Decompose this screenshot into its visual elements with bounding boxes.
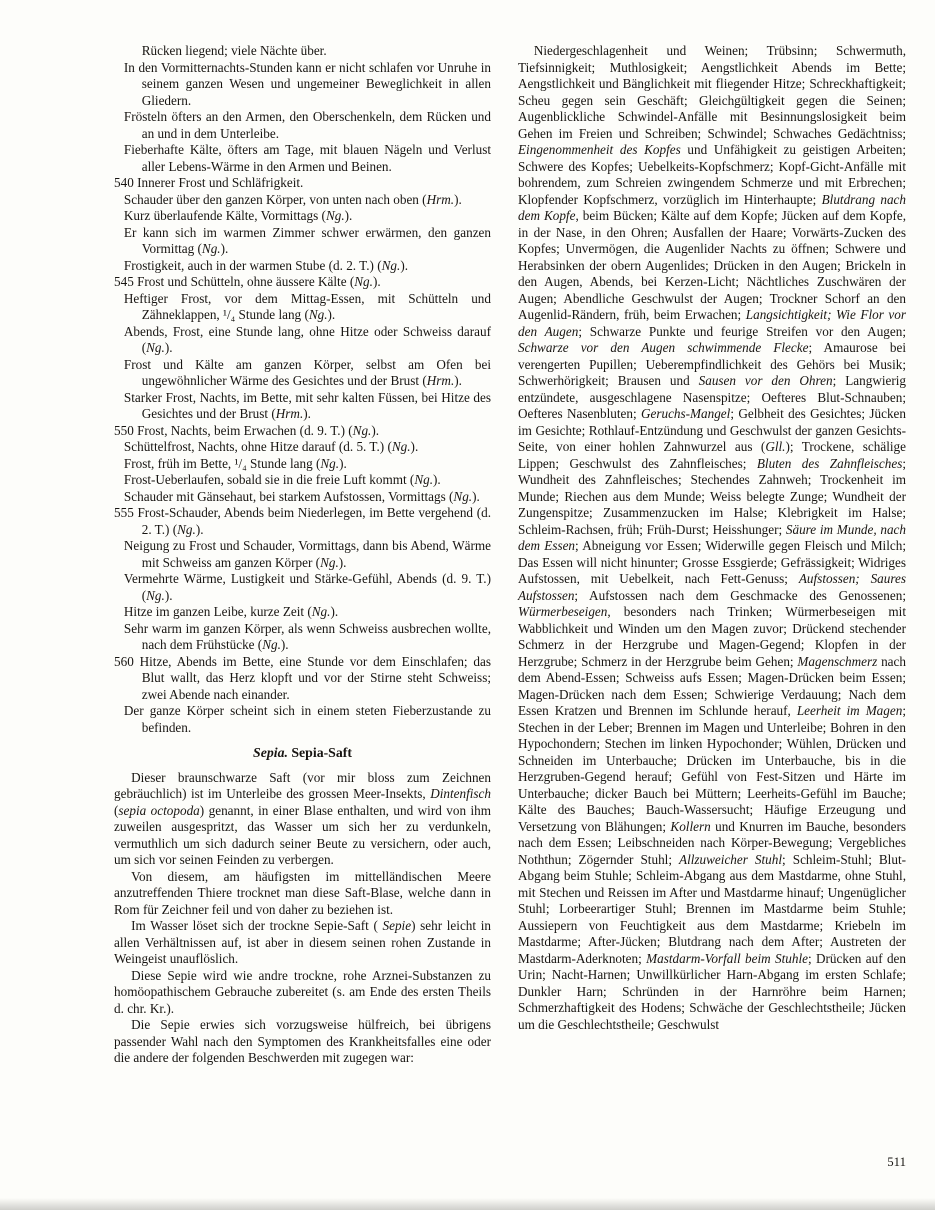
symptom-item: Sehr warm im ganzen Körper, als wenn Schweiss ausbrechen wollte, nach dem Frühstücke (Ng.). [123, 620, 491, 652]
symptom-item-numbered: 560 Hitze, Abends im Bette, eine Stunde vor dem Einschlafen; das Blut wallt, das Herz klopft und vor der Stirne steht Schweiss; zwei Abende nach einander. [114, 653, 491, 702]
italic-text: Leerheit im Magen [796, 703, 903, 718]
italic-text: Ng. [325, 208, 345, 223]
italic-text: Würmerbeseigen [518, 604, 608, 619]
italic-text: Ng. [453, 488, 473, 504]
symptom-item: In den Vormitternachts-Stunden kann er nicht schlafen vor Unruhe in seinem ganzen Wesen und ungemeiner Beweglichkeit in allen Gliedern. [123, 59, 491, 108]
styled-text: Sepia-Saft [287, 745, 352, 760]
symptom-item: Schauder mit Gänsehaut, bei starkem Aufstossen, Vormittags (Ng.). [123, 488, 480, 504]
italic-text: Hrm. [426, 191, 455, 207]
italic-text: Kollern [670, 818, 711, 834]
italic-text: Dintenfisch [430, 786, 491, 801]
symptom-item: Der ganze Körper scheint sich in einem steten Fieberzustande zu befinden. [123, 703, 491, 735]
italic-text: Aufstossen; Saures Aufstossen [518, 571, 906, 603]
page-number: 511 [887, 1155, 906, 1169]
italic-text: Blutdrang nach dem Kopfe [518, 191, 906, 223]
symptom-item: Abends, Frost, eine Stunde lang, ohne Hitze oder Schweiss darauf (Ng.). [123, 323, 491, 355]
italic-text: Magenschmerz [797, 653, 878, 669]
italic-text: Säure im Munde, nach dem Essen [518, 521, 906, 553]
italic-text: Ng. [146, 587, 165, 603]
symptom-body-text: Niedergeschlagenheit und Weinen; Trübsinn; Schwermuth, Tiefsinnigkeit; Muthlosigkeit; Aengstlichkeit Abends im Bette; Aengstlichkeit und Bänglichkeit mit fliegender Hitze; Schreckhaftigkeit; Scheu gegen sein Geschäft; Gleichgültigkeit gegen die Seinen; Augenblickliche Schwindel-Anfälle mit Besinnungslosigkeit beim Gehen im Freien und Schreiben; Schwindel; Schwaches Gedächtniss; Eingenommenheit des Kopfes und Unfähigkeit zu geistigen Arbeiten; Schwere des Kopfes; Uebelkeits-Kopfschmerz; Kopf-Gicht-Anfälle mit bohrendem, zum Schreien zwingendem Schmerze und mit Erbrechen; Klopfender Kopfschmerz, vorzüglich im Hinterhaupte; Blutdrang nach dem Kopfe, beim Bücken; Kälte auf dem Kopfe; Jücken auf dem Kopfe, in der Nase, in den Ohren; Ausfallen der Haare; Vorwärts-Zucken des Kopfes; Unvermögen, die Augenlider Nachts zu öffnen; Schwere und Herabsinken der obern Augenlides; Drücken in den Augen; Brickeln in den Augen, Abends, bei Kerzen-Licht; Nächtliches Zuschwären der Augen; Abendliche Geschwulst der Augen; Trockner Schorf an den Augenlid-Rändern, früh, beim Erwachen; Langsichtigkeit; Wie Flor vor den Augen; Schwarze Punkte und feurige Streifen vor den Augen; Schwarze vor den Augen schwimmende Flecke; Amaurose bei verengerten Pupillen; Ueberempfindlichkeit des Gehörs bei Musik; Schwerhörigkeit; Brausen und Sausen vor den Ohren; Langwierig entzündete, ausgeschlagene Nasenspitze; Oefteres Blut-Schnauben; Oefteres Nasenbluten; Geruchs-Mangel; Gelbheit des Gesichtes; Jücken im Gesichte; Rothlauf-Entzündung und Geschwulst der ganzen Gesichts-Seite, von einer hohlen Zahnwurzel aus (Gll.); Trockene, schälige Lippen; Geschwulst des Zahnfleisches; Bluten des Zahnfleisches; Wundheit des Zahnfleisches; Stechendes Zahnweh; Trockenheit im Munde; Riechen aus dem Munde; Weiss belegte Zunge; Wundheit der Zungenspitze; Zusammenzucken im Halse; Klebrigkeit im Halse; Schleim-Rachsen, früh; Früh-Durst; Heisshunger; Säure im Munde, nach dem Essen; Abneigung vor Essen; Widerwille gegen Fleisch und Milch; Das Essen will nicht hinunter; Grosse Essgierde; Gefrässigkeit; Widriges Aufstossen, mit Uebelkeit, nach Fett-Genuss; Aufstossen; Saures Aufstossen; Aufstossen nach dem Geschmacke des Genossenen; Würmerbeseigen, besonders nach Trinken; Würmerbeseigen mit Wabblichkeit und Winden um den Magen zuvor; Drückend stechender Schmerz in der Herzgrube und Magen-Gegend; Klopfen in der Herzgrube; Schmerz in der Herzgrube beim Gehen; Magenschmerz nach dem Abend-Essen; Schweiss aufs Essen; Magen-Drücken beim Essen; Magen-Drücken nach dem Essen; Schwierige Verdauung; Nach dem Essen Kratzen und Brennen im Schlunde herauf, Leerheit im Magen; Stechen in der Leber; Brennen im Magen und Unterleibe; Bohren in den Hypochondern; Stechen im linken Hypochonder; Wühlen, Drücken und Schneiden im Unterbauche; Drücken im Unterbauche, bis in die Herzgruben-Gegend herauf; Gefühl von Fest-Sitzen und Härte im Unterbauche; dicker Bauch bei Müttern; Leerheits-Gefühl im Bauche; Kälte des Bauches; Bauch-Wassersucht; Häufige Erzeugung und Versetzung von Blähungen; Kollern und Knurren im Bauche, besonders nach dem Essen; Leibschneiden nach Körper-Bewegung; Vergebliches Noththun; Zögernder Stuhl; Allzuweicher Stuhl; Schleim-Stuhl; Blut-Abgang beim Stuhle; Schleim-Abgang aus dem Mastdarme, ohne Stuhl, mit Stechen und Reissen im After und Mastdarme hinauf; Ungenüglicher Stuhl; Lorbeerartiger Stuhl; Brennen im Mastdarme beim Stuhle; Aussiepern von Feuchtigkeit aus dem Mastdarme; Kriebeln im Mastdarme; After-Jücken; Blutdrang nach dem After; Austreten der Mastdarm-Aderknoten; Mastdarm-Vorfall beim Stuhle; Drücken auf den Urin; Nacht-Harnen; Unwillkürlicher Harn-Abgang im ersten Schlafe; Dunkler Harn; Schründen in der Harnröhre beim Harnen; Schmerzhaftigkeit des Hodens; Schwäche der Geschlechtstheile; Jücken um die Geschlechtstheile; Geschwulst [518, 43, 907, 1032]
paragraph: Die Sepie erwies sich vorzugsweise hülfreich, bei übrigens passender Wahl nach den Symptomen des Krankheitsfalles eine oder die andere der folgenden Beschwerden mit zugegen war: [114, 1017, 491, 1065]
italic-text: Gll. [765, 439, 786, 454]
symptom-item-numbered: 540 Innerer Frost und Schläfrigkeit. [114, 175, 304, 190]
symptom-item: Kurz überlaufende Kälte, Vormittags (Ng.). [123, 208, 353, 223]
italic-text: Ng. [262, 637, 281, 652]
symptom-item: Er kann sich im warmen Zimmer schwer erwärmen, den ganzen Vormittag (Ng.). [123, 224, 491, 256]
symptom-item: Frostigkeit, auch in der warmen Stube (d. 2. T.) (Ng.). [123, 257, 409, 273]
italic-text: Ng. [177, 521, 196, 537]
italic-text: Geruchs-Mangel [640, 406, 731, 421]
paragraph: Dieser braunschwarze Saft (vor mir bloss zum Zeichnen gebräuchlich) ist im Unterleibe des grossen Meer-Insekts, Dintenfisch (sepia octopoda) genannt, in einer Blase enthalten, und wird von ihm zuweilen ausgespritzt, das Wasser um sich her zu verdunkeln, vermuthlich um sich dadurch seiner Beute zu versichern, oder auch, um sich vor seinen Feinden zu verbergen. [114, 769, 492, 867]
symptom-item: Schauder über den ganzen Körper, von unten nach oben (Hrm.). [123, 191, 462, 207]
italic-text: Sausen vor den Ohren [698, 373, 833, 388]
italic-text: Schwarze vor den Augen schwimmende Flecke [518, 340, 809, 355]
symptom-item: Frost, früh im Bette, ¹/₄ Stunde lang (Ng.). [123, 455, 347, 471]
italic-text: Eingenommenheit des Kopfes [518, 142, 681, 157]
italic-text: Hrm. [275, 406, 304, 421]
paragraph: Diese Sepie wird wie andre trockne, rohe Arznei-Substanzen zu homöopathischem Gebrauche zubereitet (s. am Ende des ersten Theils d. chr. Kr.). [114, 967, 491, 1016]
italic-text: Ng. [146, 340, 165, 355]
italic-text: Allzuweicher Stuhl [679, 851, 783, 867]
symptom-item-numbered: 555 Frost-Schauder, Abends beim Niederlegen, im Bette vergehend (d. 2. T.) (Ng.). [114, 505, 491, 537]
symptom-item-numbered: 545 Frost und Schütteln, ohne äussere Kälte (Ng.). [114, 274, 381, 289]
italic-text: Ng. [311, 604, 331, 619]
styled-text: Sepia. [253, 745, 288, 760]
section-heading-sepia [114, 745, 491, 762]
italic-text: Ng. [201, 241, 221, 256]
paragraph: Von diesem, am häufigsten im mittelländischen Meere anzutreffenden Thiere trocknet man diese Saft-Blase, welche dann in Rom für Zeichner feil und von daher zu beziehen ist. [114, 868, 491, 917]
italic-text: Langsichtigkeit; Wie Flor vor den Augen [518, 307, 906, 339]
symptom-item: Vermehrte Wärme, Lustigkeit und Stärke-Gefühl, Abends (d. 9. T.) (Ng.). [123, 571, 491, 603]
italic-text: Ng. [391, 439, 411, 454]
symptom-item: Rücken liegend; viele Nächte über. [141, 43, 327, 58]
italic-text: Ng. [320, 455, 340, 471]
symptom-item: Schüttelfrost, Nachts, ohne Hitze darauf (d. 5. T.) (Ng.). [123, 439, 419, 454]
symptom-item: Hitze im ganzen Leibe, kurze Zeit (Ng.). [123, 604, 339, 619]
symptom-item-numbered: 550 Frost, Nachts, beim Erwachen (d. 9. T.) (Ng.). [114, 422, 380, 438]
symptom-item: Frost und Kälte am ganzen Körper, selbst am Ofen bei ungewöhnlicher Wärme des Gesichtes und der Brust (Hrm.). [123, 356, 491, 388]
symptom-item: Starker Frost, Nachts, im Bette, mit sehr kalten Füssen, bei Hitze des Gesichtes und der Brust (Hrm.). [123, 389, 491, 421]
symptom-item: Frost-Ueberlaufen, sobald sie in die freie Luft kommt (Ng.). [123, 472, 441, 487]
italic-text: Sepie [382, 918, 412, 933]
symptom-item: Neigung zu Frost und Schauder, Vormittags, dann bis Abend, Wärme mit Schweiss am ganzen Körper (Ng.). [123, 538, 491, 570]
right-column [518, 43, 906, 1033]
italic-text: sepia octopoda [118, 802, 200, 818]
italic-text: Ng. [308, 307, 328, 322]
symptom-item: Frösteln öfters an den Armen, den Oberschenkeln, dem Rücken und an und in dem Unterleibe. [123, 109, 491, 141]
italic-text: Hrm. [426, 373, 455, 388]
italic-text: Ng. [352, 422, 372, 438]
italic-text: Ng. [320, 554, 339, 570]
italic-text: Mastdarm-Vorfall beim Stuhle [646, 950, 808, 966]
italic-text: Bluten des Zahnfleisches [756, 455, 903, 471]
paragraph: Im Wasser löset sich der trockne Sepie-Saft ( Sepie) sehr leicht in allen Verhältnissen auf, ist aber in diesem seinen rohen Zustande in Weingeist unauflöslich. [114, 918, 491, 966]
symptom-item: Fieberhafte Kälte, öfters am Tage, mit blauen Nägeln und Verlust aller Lebens-Wärme in den Armen und Beinen. [123, 142, 491, 174]
italic-text: Ng. [414, 472, 434, 487]
symptom-item: Heftiger Frost, vor dem Mittag-Essen, mit Schütteln und Zähneklappen, ¹/₄ Stunde lang (Ng.). [123, 290, 491, 322]
italic-text: Ng. [354, 274, 373, 289]
italic-text: Ng. [381, 257, 401, 273]
left-column [114, 43, 491, 1067]
